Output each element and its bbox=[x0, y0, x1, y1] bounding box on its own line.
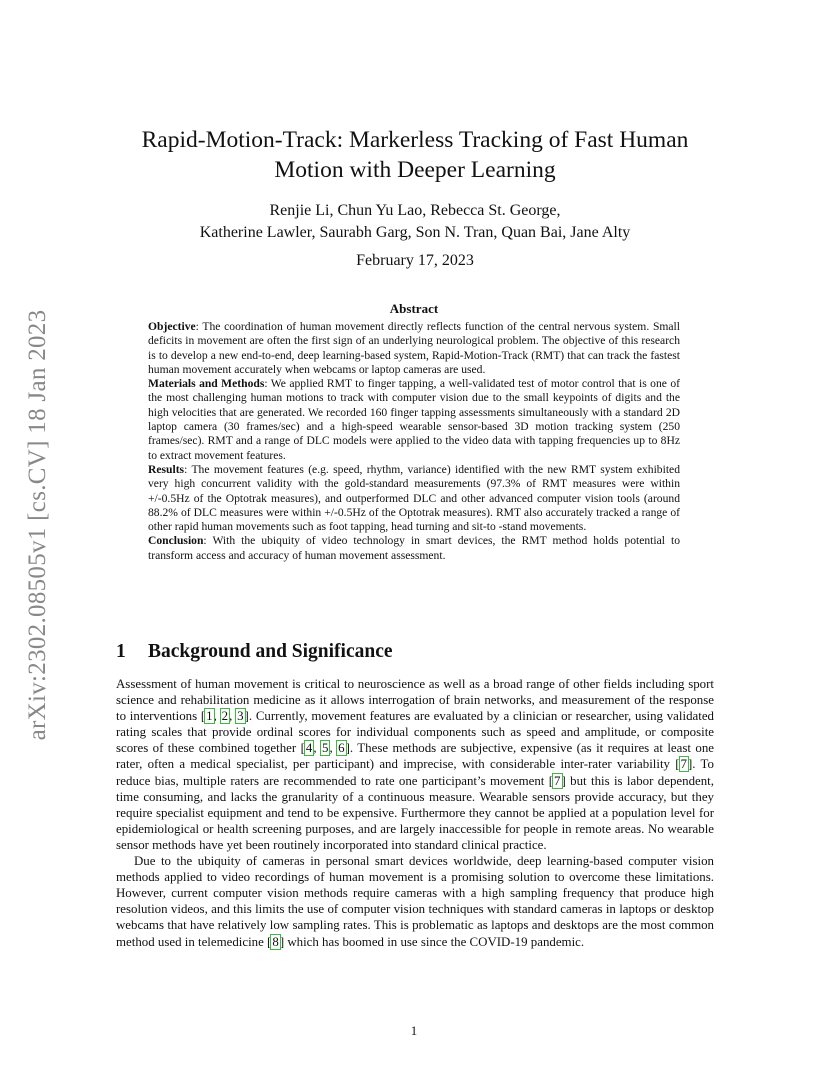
results-text: : The movement features (e.g. speed, rhythm, variance) identified with the new RMT system exhibited very high concurrent validity with the gold-standard measurements (97.3% of RMT measures were within +/-0.5Hz of the Optotrak measures), and outperformed DLC and other advanced computer vision tools (around 88.2% of DLC measures were within +/-0.5Hz of the Optotrak measures). RMT also accurately tracked a range of other rapid human movements such as foot tapping, head turning and sit-to -stand movements. bbox=[148, 462, 680, 534]
section-title: Background and Significance bbox=[148, 641, 393, 662]
body-text: ]. Currently, movement features are evaluated by a clinician or researcher, using validated rating scales that provide ordinal scores for individual components such as speed and amplitude, or composite scores of these combined together [ bbox=[116, 709, 714, 756]
abstract-body bbox=[148, 320, 680, 563]
conclusion-text: : With the ubiquity of video technology in smart devices, the RMT method holds potential to transform access and accuracy of human movement assessment. bbox=[148, 534, 680, 562]
arxiv-identifier: arXiv:2302.08505v1 [cs.CV] 18 Jan 2023 bbox=[24, 309, 51, 741]
page-number: 1 bbox=[410, 1024, 418, 1038]
body-text: Due to the ubiquity of cameras in personal smart devices worldwide, deep learning-based computer vision methods applied to video recordings of human movement is a promising solution to overcome these limitations. However, current computer vision methods require cameras with a high sampling frequency that produce high resolution videos, and this limits the use of computer vision techniques with standard cameras in laptops or desktop webcams that have relatively low sampling rates. This is problematic as laptops and desktops are the most common method used in telemedicine [ bbox=[116, 854, 714, 949]
publication-date: February 17, 2023 bbox=[356, 252, 474, 269]
paper-title bbox=[140, 125, 690, 185]
methods-text: : We applied RMT to finger tapping, a well-validated test of motor control that is one of the most challenging human motions to track with computer vision due to the small keypoints of digits and the high velocities that are generated. We recorded 160 finger tapping assessments simultaneously with a standard 2D laptop camera (30 frames/sec) and a high-speed wearable sensor-based 3D motion tracking system (250 frames/sec). RMT and a range of DLC models were applied to the video data with tapping frequencies up to 8Hz to extract movement features. bbox=[148, 377, 680, 462]
author-line-1: Renjie Li, Chun Yu Lao, Rebecca St. George, bbox=[269, 202, 561, 219]
citation-link[interactable]: 5 bbox=[322, 741, 329, 756]
citation-link[interactable]: 3 bbox=[237, 709, 244, 724]
body-paragraph-2 bbox=[116, 853, 714, 950]
author-list bbox=[140, 200, 690, 244]
body-text: Assessment of human movement is critical to neuroscience as well as a broad range of other fields including sport science and rehabilitation medicine as it allows interrogation of brain networks, and measurement of the response to interventions [ bbox=[116, 677, 714, 724]
body-text: ] which has boomed in use since the COVID-19 pandemic. bbox=[279, 934, 585, 949]
objective-text: : The coordination of human movement directly reflects function of the central nervous system. Small deficits in movement are often the first sign of an underlying neurological problem. The objective of this research is to develop a new end-to-end, deep learning-based system, Rapid-Motion-Track (RMT) that can track the fastest human movement accurately when webcams or laptop cameras are used. bbox=[148, 320, 680, 376]
citation-link[interactable]: 7 bbox=[554, 773, 561, 788]
objective-label: Objective bbox=[148, 320, 196, 333]
citation-link[interactable]: 7 bbox=[680, 757, 687, 772]
citation-link[interactable]: 6 bbox=[338, 741, 345, 756]
body-paragraph-1: Assessment of human movement is critical to neuroscience as well as a broad range of other fields including sport science and rehabilitation medicine as it allows interrogation of brain networks, and measurement of the response to interventions [1, 2, 3]. Currently, movement features are evaluated by a clinician or researcher, using validated rating scales that provide ordinal scores for individual components such as speed and amplitude, or composite scores of these combined together [4, 5, 6]. These methods are subjective, expensive (as it requires at least one rater, often a medical specialist, per participant) and imprecise, with considerable inter-rater variability [7]. To reduce bias, multiple raters are recommended to rate one participant’s movement [7] but this is labor dependent, time consuming, and lacks the granularity of a continuous measure. Wearable sensors provide accuracy, but they require specialist equipment and tend to be expensive. Furthermore they cannot be applied at a population level for epidemiological or health screening purposes, and are largely inaccessible for people in remote areas. No wearable sensor methods have yet been routinely incorporated into standard clinical practice. bbox=[116, 677, 714, 852]
results-label: Results bbox=[148, 462, 185, 476]
section-body bbox=[116, 676, 714, 950]
abstract-heading: Abstract bbox=[389, 301, 439, 316]
arxiv-sidebar bbox=[18, 290, 58, 760]
body-text: ] but this is labor dependent, time consuming, and lacks the granularity of a continuous measure. Wearable sensors provide accuracy, but they require specialist equipment and tend to be expensive. Furthermore they cannot be applied at a population level for epidemiological or health screening purposes, and are largely inaccessible for people in remote areas. No wearable sensor methods have yet been routinely incorporated into standard clinical practice. bbox=[116, 773, 714, 852]
section-number: 1 bbox=[116, 641, 126, 662]
citation-link[interactable]: 1 bbox=[206, 709, 213, 724]
abstract-methods bbox=[148, 377, 680, 463]
citation-link[interactable]: 2 bbox=[221, 709, 229, 724]
conclusion-label: Conclusion bbox=[148, 534, 204, 548]
citation-link[interactable]: 8 bbox=[272, 934, 279, 949]
paper-title-line-2: Motion with Deeper Learning bbox=[274, 157, 556, 183]
section-heading bbox=[116, 641, 393, 663]
abstract-objective bbox=[148, 320, 680, 377]
citation-link[interactable]: 4 bbox=[305, 741, 313, 756]
paper-title-line-1: Rapid-Motion-Track: Markerless Tracking of Fast Human bbox=[141, 127, 689, 153]
abstract-conclusion bbox=[148, 534, 680, 563]
body-text: ]. To reduce bias, multiple raters are recommended to rate one participant’s movement [ bbox=[116, 757, 714, 788]
author-line-2: Katherine Lawler, Saurabh Garg, Son N. Tran, Quan Bai, Jane Alty bbox=[199, 224, 631, 241]
abstract-results bbox=[148, 463, 680, 534]
methods-label: Materials and Methods bbox=[148, 377, 265, 391]
body-text: ]. These methods are subjective, expensive (as it requires at least one rater, often a medical specialist, per participant) and imprecise, with considerable inter-rater variability [ bbox=[116, 741, 714, 772]
